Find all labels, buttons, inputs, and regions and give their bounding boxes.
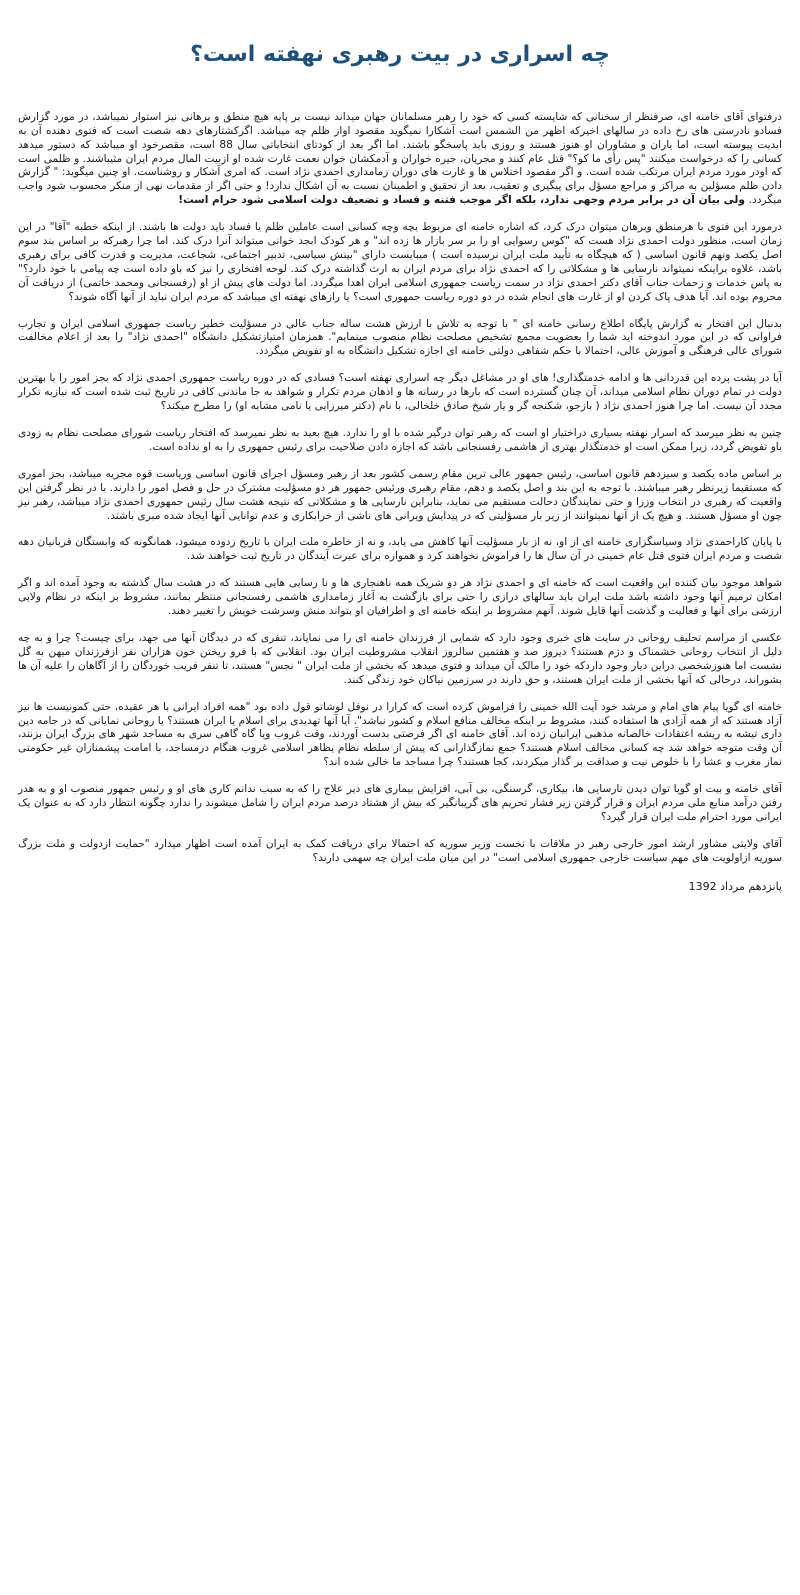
article-date: پانزدهم مرداد 1392 — [688, 879, 782, 893]
paragraph-1-text: درفتوای آقای خامنه ای، صرفنظر از سخنانی که شایسته کسی که خود را رهبر مسلمانان جهان میداند نیست بر پایه هیچ منطق و برهانی نیز استوار نمیباشد، در مورد گزارش فسادو نادرستی های رخ داده در سالهای اخیرکه اظهر من الشمس است آشکارا نمیگوید مقصود اواز ظلم چه میباشد. اگرکشتارهای دهه شصت است که فتوی دهنده آن به ابدیت پیوسته است، اما یاران و مشاوران او هنوز هستند و روزی باید پاسخگو باشند. اما اگر بعد از کودتای انتخاباتی سال 88 است، مقصرخود او میباشد که دستور میدهد کسانی را که درخواست میکنند "پس رأی ما کو؟" قتل عام کنند و مجریان، جیره خواران و آدمکشان خوان نعمت غارت شده او ازبیت المال مردم ایران مثیباشند. و ظلمی است که اودر مورد مردم ایران مرتکب شده است. و اگر مقصود اختلاس ها و غارت های دوران زمامداری احمدی نژاد است. که امری آشکار و روشناست. او چنین میگوید: " گزارش دادن ظلم مسؤلین به مراکز و مراجع مسؤل برای پیگیری و تعقیب، بعد از تحقیق و اطمینان نسبت به آن اشکال ندارد! و حتی اگر از مقدمات نهی از منکر محسوب شود واجب میگردد. — [18, 110, 783, 207]
article-title: چه اسراری در بیت رهبری نهفته است؟ — [190, 42, 610, 67]
paragraph-3: بدنبال این افتخار به گزارش پایگاه اطلاع رسانی خامنه ای " با توجه به تلاش با ارزش هشت ساله جناب عالی در مسؤلیت خطیر ریاست جمهوری اسلامی ایران و تجارب فراوانی که در این مورد اندوخته اید شما را بعضویت مجمع تشخیص مصلحت نظام منصوب مینمایم". همزمان امتیازتشکیل دانشگاه "احمدی نژاد" را بعد از اعلام مخالفت شورای عالی فرهنگی و آموزش عالی، احتمالا با حکم شفاهی دولتی خامنه ای اجازه تشکیل دانشگاه به او تفویض میگردد. — [18, 317, 782, 358]
paragraph-9: عکسی از مراسم تحلیف روحانی در سایت های خبری وجود دارد که شمایی از فرزندان خامنه ای را می نمایاند، تنفری که در دیدگان آنها می جهد، برای چیست؟ چرا و به چه دلیل از انتخاب روحانی خشمناک و دژم هستند؟ دیروز صد و هفتمین سالروز انقلاب مشروطیت ایران بود. انقلابی که با فرو ریختن خون هزاران نفر ازفرزندان میهن به گل نشست اما هنوزشخصی دراین دیار وجود داردکه خود را مالک آن میداند و فتوی میدهد که بخشی از ملت ایران " نجس" هستند، تا تنفر فریب خوردگان را از آگاهان را علیه آن ها بشوراند، درحالی که آنها بخشی از ملت ایران هستند، و حق دارند در سرزمین نیاکان خود زندگی کنند. — [18, 631, 782, 686]
paragraph-11: آقای خامنه و بیت او گویا توان دیدن نارسایی ها، بیکاری، گرسنگی، بی آبی، افزایش بیماری های دیر علاج را که به سبب ندانم کاری های او و رئیس جمهور منصوب او و به هدر رفتن درآمد منابع ملی مردم ایران و قرار گرفتن زیر فشار تحریم های گریبانگیر که بیش از هشتاد درصد مردم ایران را شامل میشوند را ندارد چگونه انتظار دارد که به عنوان یک ایرانی مورد احترام ملت ایران قرار گیرد؟ — [18, 783, 782, 823]
paragraph-12: آقای ولایتی مشاور ارشد امور خارجی رهبر در ملاقات با نخست وزیر سوریه که احتمالا برای دریافت کمک به ایران آمده است اظهار میدارد "حمایت ازدولت و ملت بزرگ سوریه ازاولویت های مهم سیاست خارجی جمهوری اسلامی است" در این میان ملت ایران چه سهمی دارند؟ — [18, 837, 782, 864]
paragraph-1 — [18, 111, 782, 208]
article-body — [18, 111, 782, 894]
paragraph-1-bold-text: ولی بیان آن در برابر مردم وجهی ندارد، بلکه اگر موجب فتنه و فساد و تضعیف دولت اسلامی شود حرام است! — [178, 194, 749, 207]
paragraph-5: چنین به نظر میرسد که اسرار نهفته بسیاری دراختیار او است که رهبر توان درگیر شده با او را ندارد. هیچ بعید به نظر نمیرسد که افتخار ریاست شورای مصلحت نظام به زودی باو تفویض گردد، زیرا ممکن است او خدمتگذار بهتری از هاشمی رفسنجانی باشد که اجازه دادن صلاحیت برای رئیس جمهوری را به او نداده است. — [18, 427, 782, 453]
paragraph-6: بر اساس ماده یکصد و سیزدهم قانون اساسی، رئیس جمهور عالی ترین مقام رسمی کشور بعد از رهبر ومسؤل اجرای قانون اساسی وریاست قوه مجریه میباشد، بجز اموری که مستقیما زیرنظر رهبر میباشند. با توجه به این بند و اصل یکصد و دهم، مقام رهبری ورئیس جمهور هر دو مسؤلیت مشترک در حل و فصل امور را دارند. با در نظر گرفتن این واقعیت که رهبری در انتخاب وزرا و حتی نمایندگان دحالت مستقیم می نماید، بنابراین نارسایی ها و مشکلاتی که نتیجه هشت سال رئیس جمهوری احمدی نژاد میباشد، رهبر نیز چون او مسؤل هستند. و هیچ یک از آنها نمیتوانند از زیر بار مسؤلیتی که در پیدایش ویرانی های ناشی از خرابکاری و عدم توانایی آنها ایجاد شده مبری باشند. — [18, 467, 782, 522]
paragraph-10: خامنه ای گویا پیام های امام و مرشد خود آیت الله خمینی را فراموش کرده است که کرارا در نوفل لوشاتو قول داده بود "همه افراد ایرانی با هر عقیده، حتی کمونیست ها نیز آزاد هستند که از همه آزادی ها استفاده کنند، مشروط بر اینکه مخالف منافع اسلام و کشور نباشد". آیا آنها تهدیدی برای اسلام یا ایران هستند؟ یا روحانی نمایانی که در جامه دین داری تیشه به ریشه اعتقادات خالصانه مذهبی ایرانیان زده اند. آقای خامنه ای اگر فرصتی بدست آوردند، وقت غروب ویا گاه گاهی سری به مساجد شهر های بزرگ ایران بزنند، آن وقت متوجه خواهد شد چه کسانی مخالف اسلام هستند؟ جمع نمازگذارانی که پیش از سلطه نظام یظاهر اسلامی غروب هنگام درمساجد، با امامت پیشمنازان غیر حکومتی نماز مغرب و عشا را با خلوص نیت و صداقت بر گذار میکردند، کجا هستند؟ چرا مساجد ما خالی شده اند؟ — [18, 700, 782, 769]
paragraph-7: با پایان کاراحمدی نژاد وسیاسگزاری خامنه ای از او، نه از بار مسؤلیت آنها کاهش می یابد، و نه از خاطره ملت ایران با تاریخ زدوده میشود، همانگونه که وابستگان قربانیان دهه شصت و مردم ایران فتوی قتل عام خمینی در آن سال ها را فراموش نخواهند کرد و همواره برای عبرت آیندگان در تاریخ ثبت خواهند شد. — [18, 536, 782, 563]
paragraph-2: درمورد این فتوی با هرمنطق وبرهان میتوان درک کرد، که اشاره خامنه ای مربوط بچه وچه کسانی است عاملین ظلم یا فساد باید دولت ها باشند. از اینکه خطبه "آقا" در این زمان است، منظور دولت احمدی نژاد هست که "کوس رسوایی او را بر سر بازار ها زده اند" و هر کودک ابجد خوانی میتواند آنرا درک کند. اما چرا رهبرکه بر اساس بند سوم اصل یکصد ونهم قانون اساسی ( که هیچگاه به تأیید ملت ایران نرسیده است ) میبایست دارای "بینش سیاسی، تدبیر اجتماعی، شجاعت، مدیریت و قدرت کافی برای رهبری باشد، علاوه براینکه نمیتواند نارسایی ها و مشکلاتی را که احمدی نژاد برای مردم ایران به ارث گذاشته درک کند. لوحه افتخاری را نیز که باو داده است چه پیامی با خود دارد؟" به پاس خدمات و زحمات جناب آقای دکتر احمدی نژاد در سمت ریاست جمهوری اسلامی ایران اهدا میگردد. اما دولت های پیش از او (رفسنجانی ومحمد خاتمی) از دریافت آن محروم بوده اند. آیا هدف پاک کردن او از غارت های انجام شده در دو دوره ریاست جمهوری است؟ یا رازهای نهفته ای میباشد که مردم ایران نباید از آنها آگاه شوند؟ — [18, 221, 782, 303]
paragraph-8: شواهد موجود بیان کننده این واقعیت است که خامنه ای و احمدی نژاد هر دو شریک همه ناهنجاری ها و نا رسایی هایی هستند که در هشت سال گذشته به وجود آمده اند و اگر امکان ترمیم آنها وجود داشته باشد ملت ایران باید سالهای درازی را حتی برای بازگشت به آغاز زمامداری هاشمی رفسنجانی منتظر بمانند، مشروط بر اینکه در نظام ولایی ارزشی برای آنها و فعالیت و گذشت آنها قایل شوند. آنهم مشروط بر اینکه خامنه ای و اطرافیان او بتواند منش وسرشت خویش را تغییر دهند. — [18, 577, 782, 618]
paragraph-4: آیا در پشت پرده این قدردانی ها و ادامه خدمتگذاری! های او در مشاغل دیگر چه اسراری نهفته است؟ فسادی که در دوره ریاست جمهوری احمدی نژاد که بجز امور را با بهترین دولت در تمام دوران نظام اسلامی میداند، آن چنان گسترده است که بارها در رسانه ها و اذهان مردم تکرار و شواهد به جا ماندنی کافی در تاریخ ثبت شده است که نیازبه تکرار مجدد آن نیست. اما چرا هنوز احمدی نژاد ( بازجو، شکنجه گر و یار شیخ صادق خلخالی، با نام (دکتر میرزایی یا نامی مشابه او) را مطرح میکند؟ — [18, 372, 782, 413]
